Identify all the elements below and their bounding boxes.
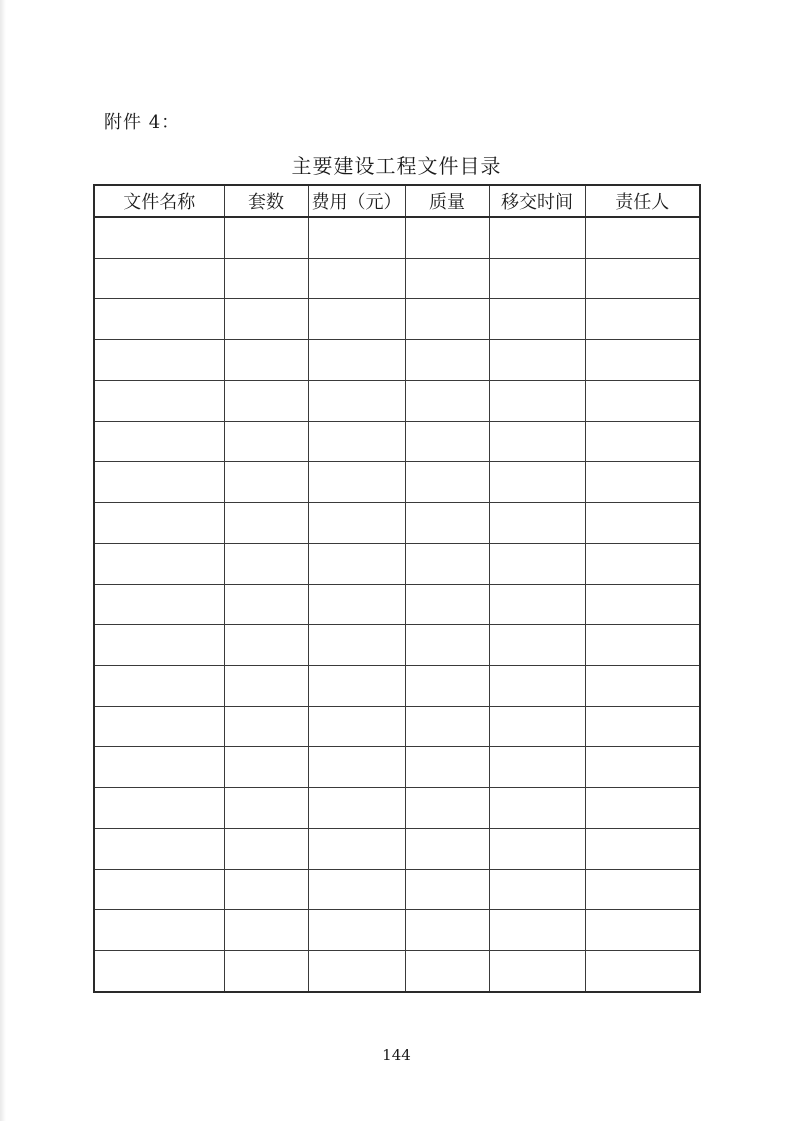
- table-cell: [308, 503, 405, 544]
- table-cell: [405, 950, 489, 992]
- column-header-handover-time: 移交时间: [489, 185, 585, 217]
- table-cell: [94, 340, 224, 381]
- table-row: [94, 543, 700, 584]
- table-cell: [308, 625, 405, 666]
- table-cell: [308, 706, 405, 747]
- document-title: 主要建设工程文件目录: [291, 154, 502, 178]
- table-cell: [405, 462, 489, 503]
- attachment-label: 附件 4：: [104, 112, 181, 133]
- page-number: 144: [382, 1046, 411, 1064]
- table-row: [94, 462, 700, 503]
- table-cell: [308, 258, 405, 299]
- table-cell: [308, 462, 405, 503]
- column-header-sets: 套数: [224, 185, 308, 217]
- table-cell: [224, 543, 308, 584]
- table-cell: [308, 217, 405, 258]
- table-cell: [405, 747, 489, 788]
- table-cell: [405, 543, 489, 584]
- table-cell: [308, 747, 405, 788]
- table-cell: [308, 380, 405, 421]
- table-cell: [224, 340, 308, 381]
- table-row: [94, 584, 700, 625]
- table-cell: [405, 503, 489, 544]
- table-cell: [308, 584, 405, 625]
- table-cell: [94, 869, 224, 910]
- table-cell: [489, 258, 585, 299]
- table-cell: [94, 828, 224, 869]
- table-cell: [224, 421, 308, 462]
- table-cell: [224, 299, 308, 340]
- table-cell: [308, 299, 405, 340]
- table-cell: [585, 258, 700, 299]
- table-header-row: [94, 185, 700, 217]
- table-cell: [489, 706, 585, 747]
- table-cell: [489, 828, 585, 869]
- table-cell: [224, 706, 308, 747]
- table-cell: [94, 217, 224, 258]
- table-cell: [94, 665, 224, 706]
- table-cell: [585, 788, 700, 829]
- table-cell: [224, 380, 308, 421]
- table-cell: [489, 788, 585, 829]
- table-cell: [94, 380, 224, 421]
- table-cell: [489, 747, 585, 788]
- table-cell: [585, 340, 700, 381]
- table-cell: [405, 380, 489, 421]
- table-cell: [308, 788, 405, 829]
- table-cell: [585, 584, 700, 625]
- table-cell: [405, 258, 489, 299]
- table-cell: [94, 788, 224, 829]
- table-row: [94, 869, 700, 910]
- table-cell: [489, 340, 585, 381]
- table-cell: [585, 950, 700, 992]
- table-cell: [308, 950, 405, 992]
- table-cell: [94, 706, 224, 747]
- table-cell: [585, 910, 700, 951]
- table-row: [94, 625, 700, 666]
- table-cell: [585, 421, 700, 462]
- table-cell: [405, 788, 489, 829]
- table-cell: [585, 543, 700, 584]
- table-cell: [585, 706, 700, 747]
- table-cell: [308, 421, 405, 462]
- table-cell: [308, 665, 405, 706]
- column-header-cost: 费用（元）: [308, 185, 405, 217]
- table-row: [94, 503, 700, 544]
- table-cell: [224, 217, 308, 258]
- table-cell: [94, 258, 224, 299]
- table-row: [94, 828, 700, 869]
- table-cell: [585, 869, 700, 910]
- table-body: [94, 217, 700, 992]
- table-cell: [224, 910, 308, 951]
- table-row: [94, 340, 700, 381]
- table-cell: [94, 462, 224, 503]
- table-cell: [94, 625, 224, 666]
- table-cell: [489, 421, 585, 462]
- table-row: [94, 788, 700, 829]
- column-header-responsible-person: 责任人: [585, 185, 700, 217]
- table-cell: [405, 299, 489, 340]
- table-cell: [489, 950, 585, 992]
- table-cell: [585, 217, 700, 258]
- table-cell: [308, 340, 405, 381]
- table-cell: [94, 950, 224, 992]
- table-cell: [308, 543, 405, 584]
- table-cell: [405, 217, 489, 258]
- table-cell: [489, 584, 585, 625]
- table-cell: [224, 462, 308, 503]
- table-row: [94, 910, 700, 951]
- table-cell: [224, 869, 308, 910]
- table-cell: [489, 299, 585, 340]
- table-cell: [405, 869, 489, 910]
- column-header-file-name: 文件名称: [94, 185, 224, 217]
- table-row: [94, 380, 700, 421]
- table-cell: [489, 910, 585, 951]
- table-cell: [224, 747, 308, 788]
- file-catalog-table: [93, 184, 701, 993]
- table-cell: [489, 380, 585, 421]
- table-row: [94, 665, 700, 706]
- table-cell: [585, 462, 700, 503]
- table-cell: [585, 299, 700, 340]
- table-cell: [489, 543, 585, 584]
- table-cell: [94, 543, 224, 584]
- column-header-quality: 质量: [405, 185, 489, 217]
- table-cell: [94, 503, 224, 544]
- table-cell: [585, 380, 700, 421]
- table-cell: [405, 421, 489, 462]
- table-cell: [224, 584, 308, 625]
- table-cell: [94, 421, 224, 462]
- table-cell: [405, 910, 489, 951]
- table-cell: [585, 503, 700, 544]
- table-cell: [489, 503, 585, 544]
- table-cell: [405, 584, 489, 625]
- table-cell: [308, 910, 405, 951]
- table-cell: [405, 828, 489, 869]
- table-cell: [585, 665, 700, 706]
- table-cell: [224, 503, 308, 544]
- table-cell: [489, 665, 585, 706]
- table-row: [94, 421, 700, 462]
- table-cell: [224, 788, 308, 829]
- table-row: [94, 258, 700, 299]
- table-cell: [224, 950, 308, 992]
- table-cell: [308, 869, 405, 910]
- table-cell: [224, 665, 308, 706]
- table-cell: [585, 625, 700, 666]
- table-cell: [489, 462, 585, 503]
- table-cell: [405, 625, 489, 666]
- table-cell: [224, 625, 308, 666]
- table-cell: [489, 869, 585, 910]
- table-cell: [405, 340, 489, 381]
- table-cell: [585, 747, 700, 788]
- table-cell: [224, 258, 308, 299]
- table-row: [94, 299, 700, 340]
- table-row: [94, 747, 700, 788]
- table-cell: [489, 625, 585, 666]
- table-cell: [94, 299, 224, 340]
- table-row: [94, 217, 700, 258]
- table-cell: [224, 828, 308, 869]
- table-cell: [94, 747, 224, 788]
- table-cell: [405, 665, 489, 706]
- table-cell: [585, 828, 700, 869]
- table-row: [94, 950, 700, 992]
- table-cell: [489, 217, 585, 258]
- table-row: [94, 706, 700, 747]
- table-cell: [94, 584, 224, 625]
- table-cell: [94, 910, 224, 951]
- table-cell: [405, 706, 489, 747]
- table-cell: [308, 828, 405, 869]
